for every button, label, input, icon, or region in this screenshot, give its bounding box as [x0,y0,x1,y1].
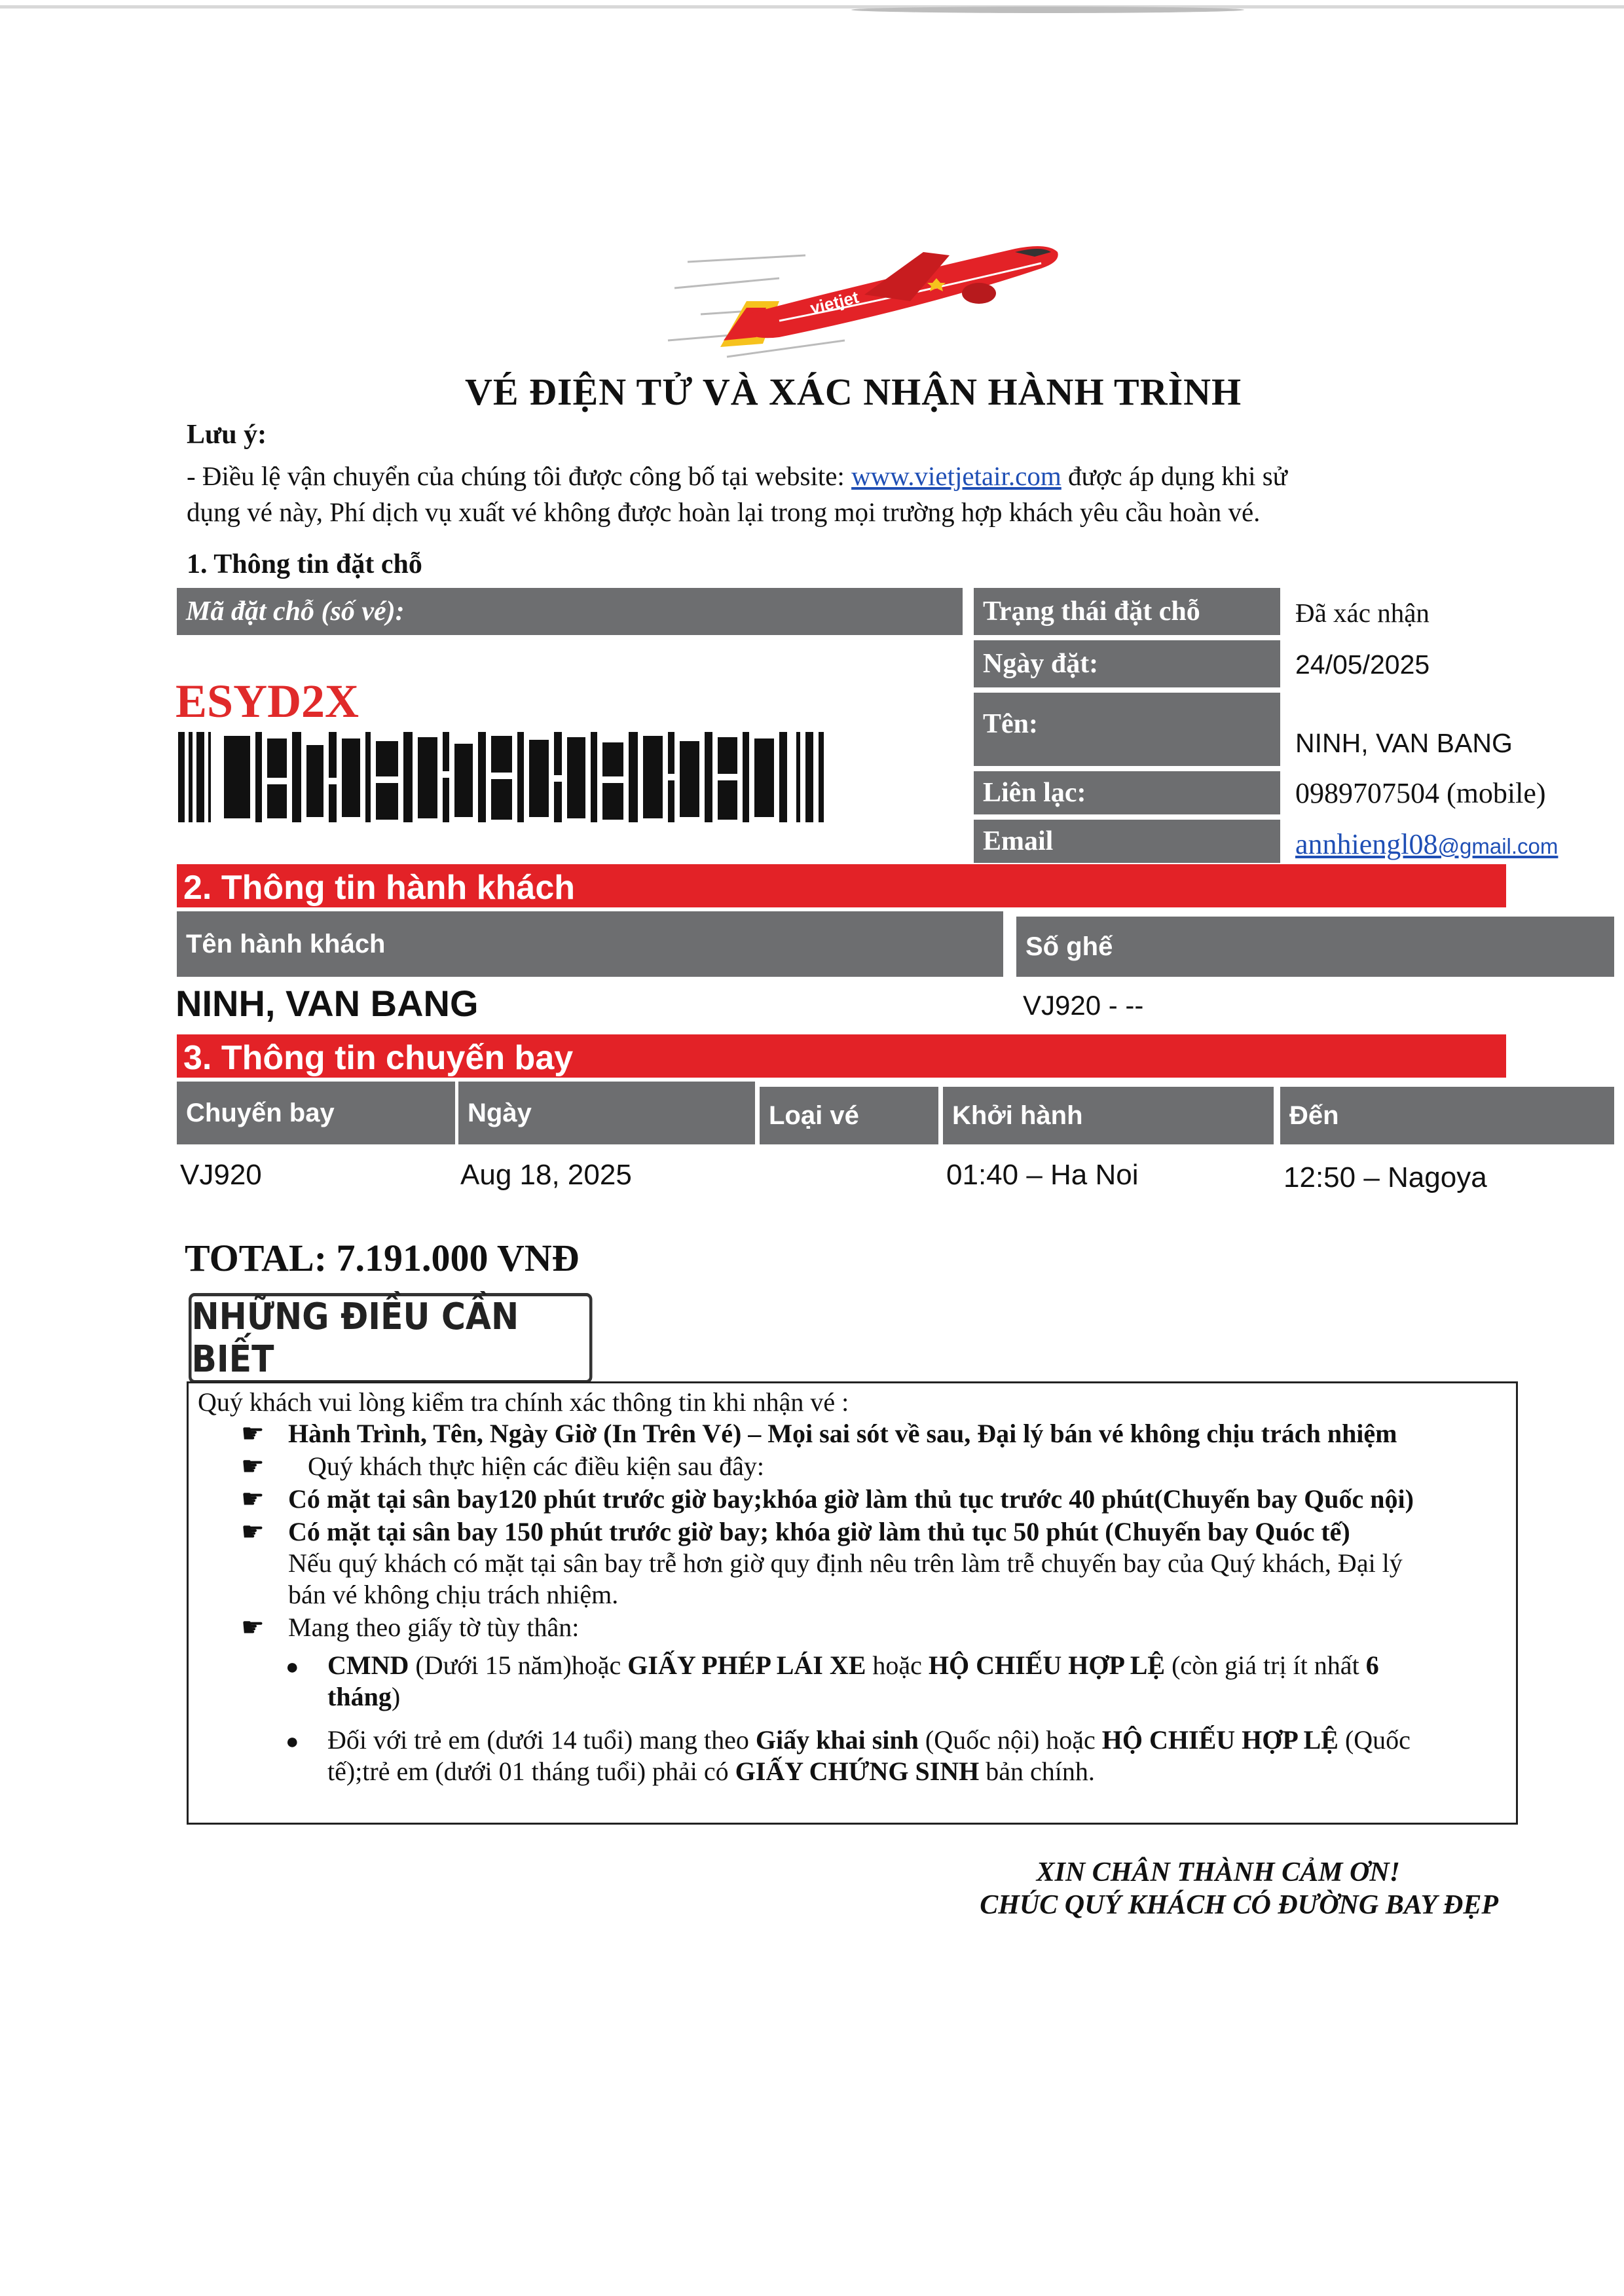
name-label: Tên: [974,693,1280,766]
closing-line-1: XIN CHÂN THÀNH CẢM ƠN! [1036,1857,1400,1887]
notice-label: Lưu ý: [187,420,267,450]
hand-pointer-icon: ☛ [241,1419,265,1448]
section-flight-title: 3. Thông tin chuyến bay [177,1034,1506,1078]
col-departure: Khởi hành [943,1087,1274,1144]
col-seat: Số ghế [1016,917,1614,977]
hand-pointer-icon: ☛ [241,1517,265,1546]
bullet-icon: ● [286,1730,299,1754]
status-label: Trạng thái đặt chỗ [974,588,1280,635]
col-flight: Chuyến bay [177,1082,455,1144]
notes-intro: Quý khách vui lòng kiểm tra chính xác thông tin khi nhận vé : [198,1387,849,1417]
flight-number: VJ920 [180,1159,262,1191]
notes-stamp: NHỮNG ĐIỀU CẦN BIẾT [189,1293,593,1383]
booking-code: ESYD2X [175,675,360,727]
barcode-icon [178,732,830,822]
scan-edge-line [0,5,1624,9]
notes-sub-2: Đối với trẻ em (dưới 14 tuổi) mang theo Giấy khai sinh (Quốc nội) hoặc HỘ CHIẾU HỢP LỆ (Quốc tế);trẻ em (dưới 01 tháng tuổi) phải có GIẤY CHỨNG SINH bản chính. [327,1725,1411,1786]
contact-label: Liên lạc: [974,771,1280,814]
notice-text: - Điều lệ vận chuyển của chúng tôi được công bố tại website: www.vietjetair.com được áp dụng khi sử dụng vé này, Phí dịch vụ xuất vé không được hoàn lại trong mọi trường hợp khách yêu cầu hoàn vé. [187,461,1287,527]
page-title: VÉ ĐIỆN TỬ VÀ XÁC NHẬN HÀNH TRÌNH [465,371,1242,413]
notes-item-3: Có mặt tại sân bay120 phút trước giờ bay;khóa giờ làm thủ tục trước 40 phút(Chuyến bay Quốc nội) [288,1484,1414,1514]
booking-date-value: 24/05/2025 [1295,649,1430,680]
flight-departure: 01:40 – Ha Noi [946,1159,1139,1191]
hand-pointer-icon: ☛ [241,1484,265,1514]
seat-value: VJ920 - -- [1023,990,1144,1021]
email-value[interactable]: annhiengl08@gmail.com [1295,828,1559,860]
section-booking-title: 1. Thông tin đặt chỗ [187,549,422,579]
total-amount: TOTAL: 7.191.000 VNĐ [185,1237,580,1279]
status-value: Đã xác nhận [1295,598,1430,628]
notes-sub-1: CMND (Dưới 15 năm)hoặc GIẤY PHÉP LÁI XE hoặc HỘ CHIẾU HỢP LỆ (còn giá trị ít nhất 6 tháng) [327,1650,1379,1711]
plane-livery-text: vietjet [808,287,861,318]
contact-value: 0989707504 (mobile) [1295,777,1546,809]
flight-date: Aug 18, 2025 [460,1159,632,1191]
notes-item-2: Quý khách thực hiện các điều kiện sau đây: [308,1451,764,1481]
col-fare: Loại vé [760,1087,938,1144]
col-arrival: Đến [1280,1087,1614,1144]
email-label: Email [974,820,1280,863]
col-passenger-name: Tên hành khách [177,911,1003,977]
col-date: Ngày [458,1082,755,1144]
booking-code-label: Mã đặt chỗ (số vé): [177,588,963,635]
notes-item-5: Mang theo giấy tờ tùy thân: [288,1613,580,1642]
passenger-name: NINH, VAN BANG [175,983,479,1024]
section-passenger-title: 2. Thông tin hành khách [177,864,1506,907]
notes-item-4: Có mặt tại sân bay 150 phút trước giờ bay; khóa giờ làm thủ tục 50 phút (Chuyến bay Quóc tế) [288,1517,1350,1546]
hand-pointer-icon: ☛ [241,1451,265,1481]
closing-line-2: CHÚC QUÝ KHÁCH CÓ ĐƯỜNG BAY ĐẸP [980,1890,1498,1920]
notes-item-4-cont-2: bán vé không chịu trách nhiệm. [288,1580,619,1609]
notes-item-4-cont-1: Nếu quý khách có mặt tại sân bay trễ hơn giờ quy định nêu trên làm trễ chuyến bay của Quý khách, Đại lý [288,1548,1403,1578]
passenger-name-value: NINH, VAN BANG [1295,728,1513,758]
hand-pointer-icon: ☛ [241,1613,265,1642]
scan-edge-shadow [851,7,1244,13]
notes-item-1: Hành Trình, Tên, Ngày Giờ (In Trên Vé) – Mọi sai sót về sau, Đại lý bán vé không chịu trách nhiệm [288,1419,1397,1448]
booking-date-label: Ngày đặt: [974,640,1280,687]
bullet-icon: ● [286,1655,299,1679]
airplane-logo-icon [648,216,1080,367]
flight-arrival: 12:50 – Nagoya [1283,1161,1487,1194]
website-link[interactable]: www.vietjetair.com [851,461,1061,491]
